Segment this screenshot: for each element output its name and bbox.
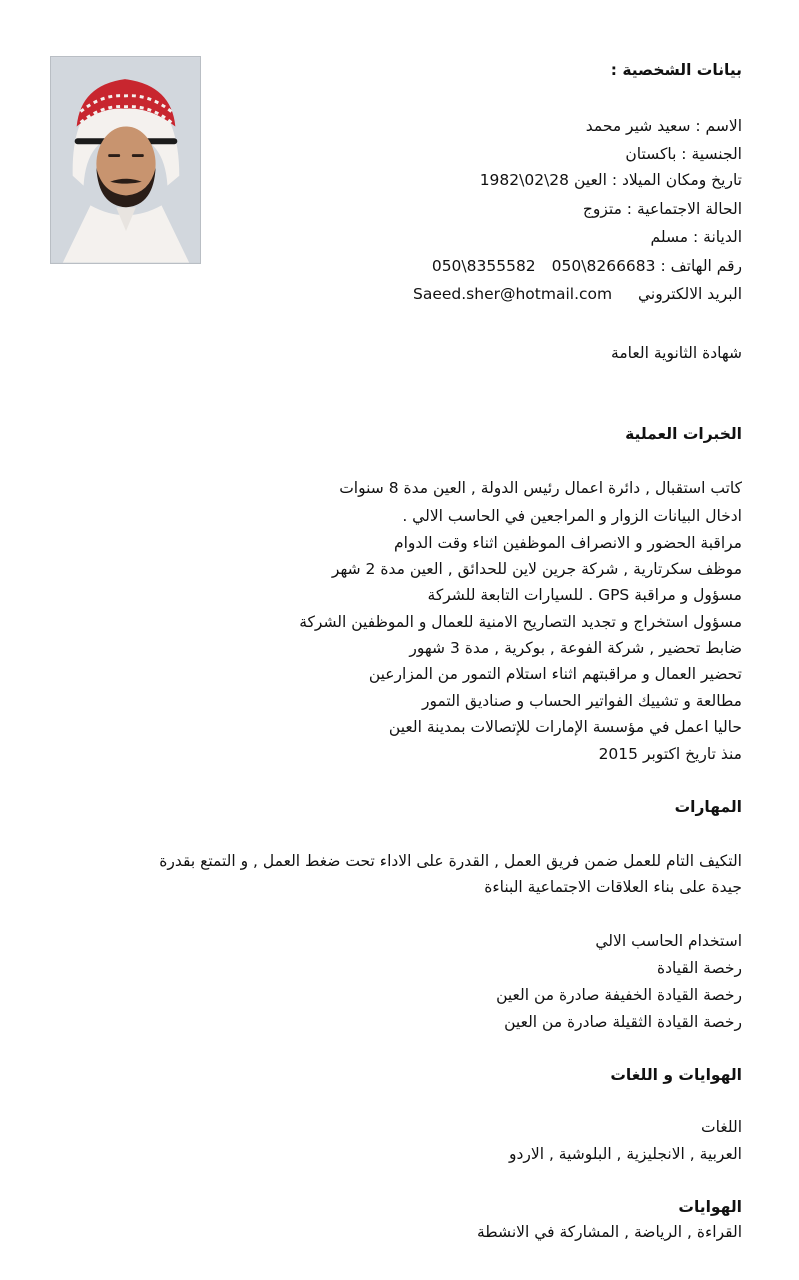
experience-line: موظف سكرتارية , شركة جرين لاين للحدائق , العين مدة 2 شهر: [331, 560, 742, 578]
languages-label: اللغات: [701, 1118, 742, 1136]
languages-list: العربية , الانجليزية , البلوشية , الاردو: [509, 1145, 742, 1163]
birth-date: 1982\02\28: [479, 171, 570, 189]
profile-photo: [50, 56, 201, 264]
skill-item: رخصة القيادة: [656, 959, 742, 977]
birth-label: تاريخ ومكان الميلاد : العين: [573, 171, 742, 189]
experience-line: حاليا اعمل في مؤسسة الإمارات للإتصالات بمدينة العين: [388, 718, 742, 736]
experience-line: مسؤول استخراج و تجديد التصاريح الامنية للعمال و الموظفين الشركة: [299, 613, 742, 631]
hobbies-label: الهوايات: [678, 1198, 742, 1216]
phone-line: [432, 256, 742, 276]
religion-line: الديانة : مسلم: [650, 228, 742, 246]
phone-number-2: 050\8355582: [431, 257, 536, 275]
experience-line: مراقبة الحضور و الانصراف الموظفين اثناء وقت الدوام: [394, 534, 742, 552]
person-photo-icon: [51, 57, 200, 263]
skill-item: رخصة القيادة الخفيفة صادرة من العين: [496, 986, 742, 1004]
nationality-line: الجنسية : باكستان: [625, 145, 742, 163]
education-certificate: شهادة الثانوية العامة: [611, 344, 742, 362]
phone-number-1: 050\8266683: [551, 257, 656, 275]
experience-line: ادخال البيانات الزوار و المراجعين في الحاسب الالي .: [402, 507, 742, 525]
email-label: البريد الالكتروني: [637, 285, 742, 303]
hobbies-list: القراءة , الرياضة , المشاركة في الانشطة: [477, 1223, 742, 1241]
email-line: [413, 284, 742, 304]
name-line: الاسم : سعيد شير محمد: [585, 117, 742, 135]
hobbies-languages-heading: الهوايات و اللغات: [610, 1066, 742, 1084]
experience-line: مسؤول و مراقبة GPS . للسيارات التابعة للشركة: [427, 586, 742, 604]
marital-status-line: الحالة الاجتماعية : متزوج: [582, 200, 742, 218]
experience-line: مطالعة و تشييك الفواتير الحساب و صناديق التمور: [421, 692, 742, 710]
skills-paragraph: التكيف التام للعمل ضمن فريق العمل , القدرة على الاداء تحت ضغط العمل , و التمتع بقدرة: [159, 852, 742, 870]
experience-line: كاتب استقبال , دائرة اعمال رئيس الدولة , العين مدة 8 سنوات: [339, 479, 742, 497]
skill-item: رخصة القيادة الثقيلة صادرة من العين: [504, 1013, 742, 1031]
skills-heading: المهارات: [674, 798, 742, 816]
skill-item: استخدام الحاسب الالي: [595, 932, 742, 950]
experience-line: منذ تاريخ اكتوبر 2015: [598, 745, 742, 763]
experience-line: تحضير العمال و مراقبتهم اثناء استلام التمور من المزارعين: [368, 665, 742, 683]
experience-heading: الخبرات العملية: [625, 425, 742, 443]
personal-data-heading: بيانات الشخصية :: [610, 61, 742, 79]
email-address: Saeed.sher@hotmail.com: [413, 285, 613, 303]
experience-line: ضابط تحضير , شركة الفوعة , بوكرية , مدة 3 شهور: [409, 639, 742, 657]
phone-label: رقم الهاتف :: [660, 257, 742, 275]
skills-paragraph: جيدة على بناء العلاقات الاجتماعية البناءة: [484, 878, 742, 896]
birth-line: [480, 170, 742, 190]
